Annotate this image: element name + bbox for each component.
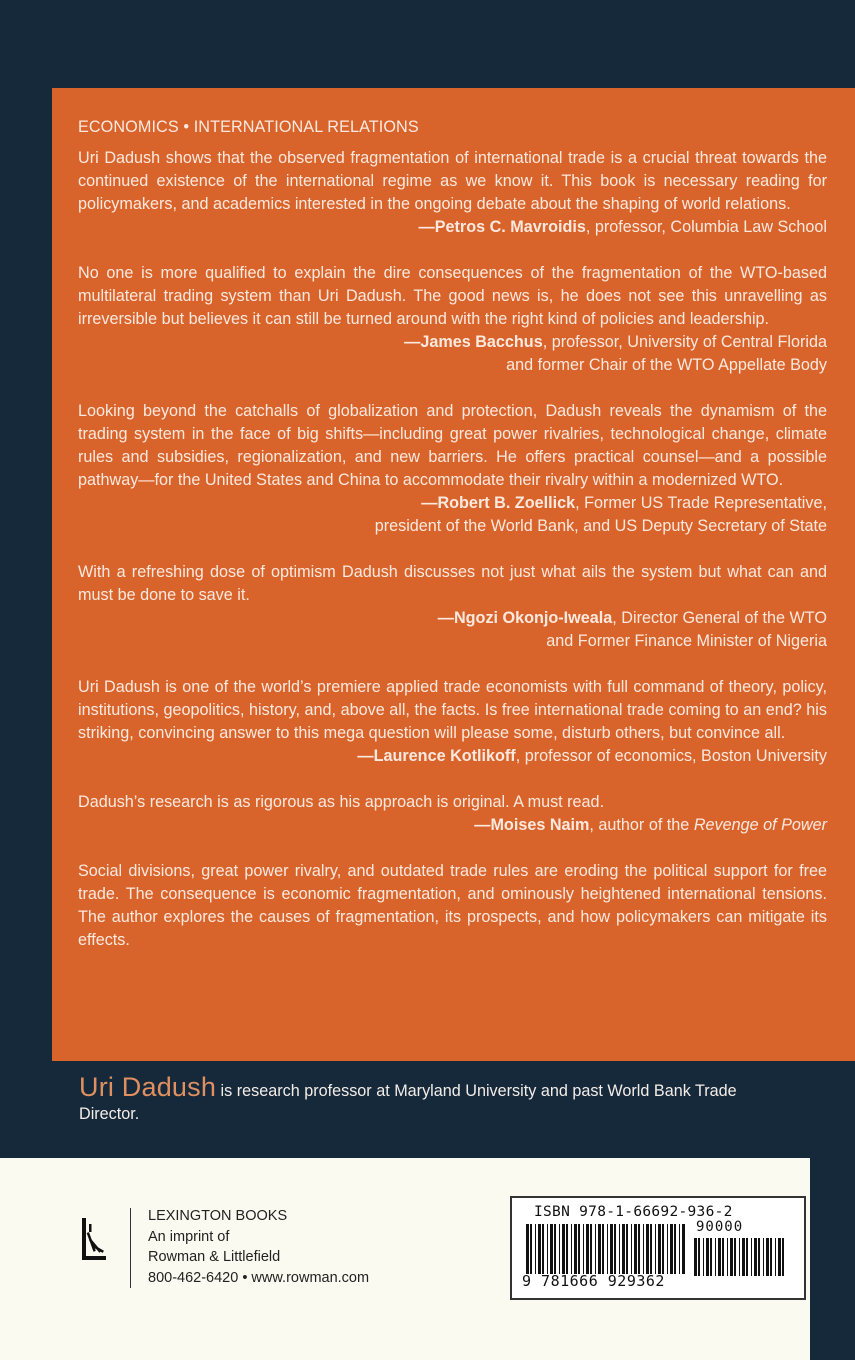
blurb-role: , professor, Columbia Law School: [585, 218, 827, 236]
logo-divider: [130, 1208, 131, 1288]
blurb-attribution: [78, 745, 827, 768]
publisher-info: [148, 1206, 369, 1288]
blurb-attribution: [78, 331, 827, 354]
blurb-role-line: and former Chair of the WTO Appellate Body: [506, 356, 827, 374]
blurb-role: , Director General of the WTO: [612, 609, 827, 627]
publisher-imprint: An imprint of: [148, 1228, 230, 1245]
lexington-logo-icon: [82, 1218, 106, 1260]
blurb-role: , professor of economics, Boston University: [515, 747, 827, 765]
publisher-contact: 800-462-6420 • www.rowman.com: [148, 1269, 370, 1286]
category-label: ECONOMICS • INTERNATIONAL RELATIONS: [78, 118, 419, 136]
blurb-attribution: [78, 814, 827, 837]
barcode-addon-text: 90000: [696, 1219, 744, 1235]
blurb-role-line: president of the World Bank, and US Deputy Secretary of State: [374, 517, 827, 535]
blurb-panel: [52, 88, 855, 1061]
blurb-role: , author of the: [589, 816, 694, 834]
isbn-text: ISBN 978-1-66692-936-2: [534, 1204, 733, 1220]
blurb-author: —James Bacchus: [404, 333, 543, 351]
blurb-text: With a refreshing dose of optimism Dadush discusses not just what ails the system but what can and must be done to save it.: [78, 563, 827, 604]
blurb-text: Uri Dadush is one of the world’s premiere applied trade economists with full command of theory, policy, institutions, geopolitics, history, and, above all, the facts. Is free international trade coming to an end? his striking, convincing answer to this mega question will please some, disturb others, but convince all.: [78, 678, 827, 742]
blurb-author: —Petros C. Mavroidis: [418, 218, 586, 236]
blurb-text: Looking beyond the catchalls of globalization and protection, Dadush reveals the dynamism of the trading system in the face of big shifts—including great power rivalries, technological change, climate rules and subsidies, regionalization, and new barriers. He offers practical counsel—and a possible pathway—for the United States and China to accommodate their rivalry within a modernized WTO.: [78, 402, 827, 489]
ean-digits: 9 781666 929362: [522, 1272, 665, 1290]
blurb-attribution: [78, 216, 827, 239]
blurb-author: —Moises Naim: [474, 816, 590, 834]
barcode-box: [510, 1196, 806, 1300]
addon-barcode-bars-icon: [692, 1238, 788, 1276]
blurb-author: —Ngozi Okonjo-Iweala: [437, 609, 613, 627]
barcode-bars-icon: [524, 1224, 686, 1274]
blurb-attribution: [78, 607, 827, 630]
publisher-name: LEXINGTON BOOKS: [148, 1208, 288, 1224]
blurb-role-line: and Former Finance Minister of Nigeria: [546, 632, 827, 650]
blurb-author: —Laurence Kotlikoff: [357, 747, 516, 765]
blurb-attribution: [78, 492, 827, 515]
book-description: Social divisions, great power rivalry, and outdated trade rules are eroding the political support for free trade. The consequence is economic fragmentation, and ominously heightened international tensions. The author explores the causes of fragmentation, its prospects, and how policymakers can mitigate its effects.: [78, 862, 827, 949]
blurb-author: —Robert B. Zoellick: [421, 494, 576, 512]
blurb-role: , professor, University of Central Florida: [542, 333, 827, 351]
blurb-role: , Former US Trade Representative,: [575, 494, 827, 512]
blurb-text: No one is more qualified to explain the dire consequences of the fragmentation of the WTO-based multilateral trading system than Uri Dadush. The good news is, he does not see this unravelling as irreversible but believes it can still be turned around with the right kind of policies and leadership.: [78, 264, 827, 328]
blurb-text: Uri Dadush shows that the observed fragmentation of international trade is a crucial threat towards the continued existence of the international regime as we know it. This book is necessary reading for policymakers, and academics interested in the ongoing debate about the shaping of world relations.: [78, 149, 827, 213]
blurb-text: Dadush’s research is as rigorous as his approach is original. A must read.: [78, 793, 605, 811]
author-name: Uri Dadush: [79, 1072, 217, 1102]
author-bio: [79, 1072, 799, 1126]
book-title: Revenge of Power: [693, 816, 827, 834]
author-bio-text: is research professor at Maryland University and past World Bank Trade Director.: [79, 1082, 737, 1123]
publisher-parent: Rowman & Littlefield: [148, 1249, 281, 1265]
